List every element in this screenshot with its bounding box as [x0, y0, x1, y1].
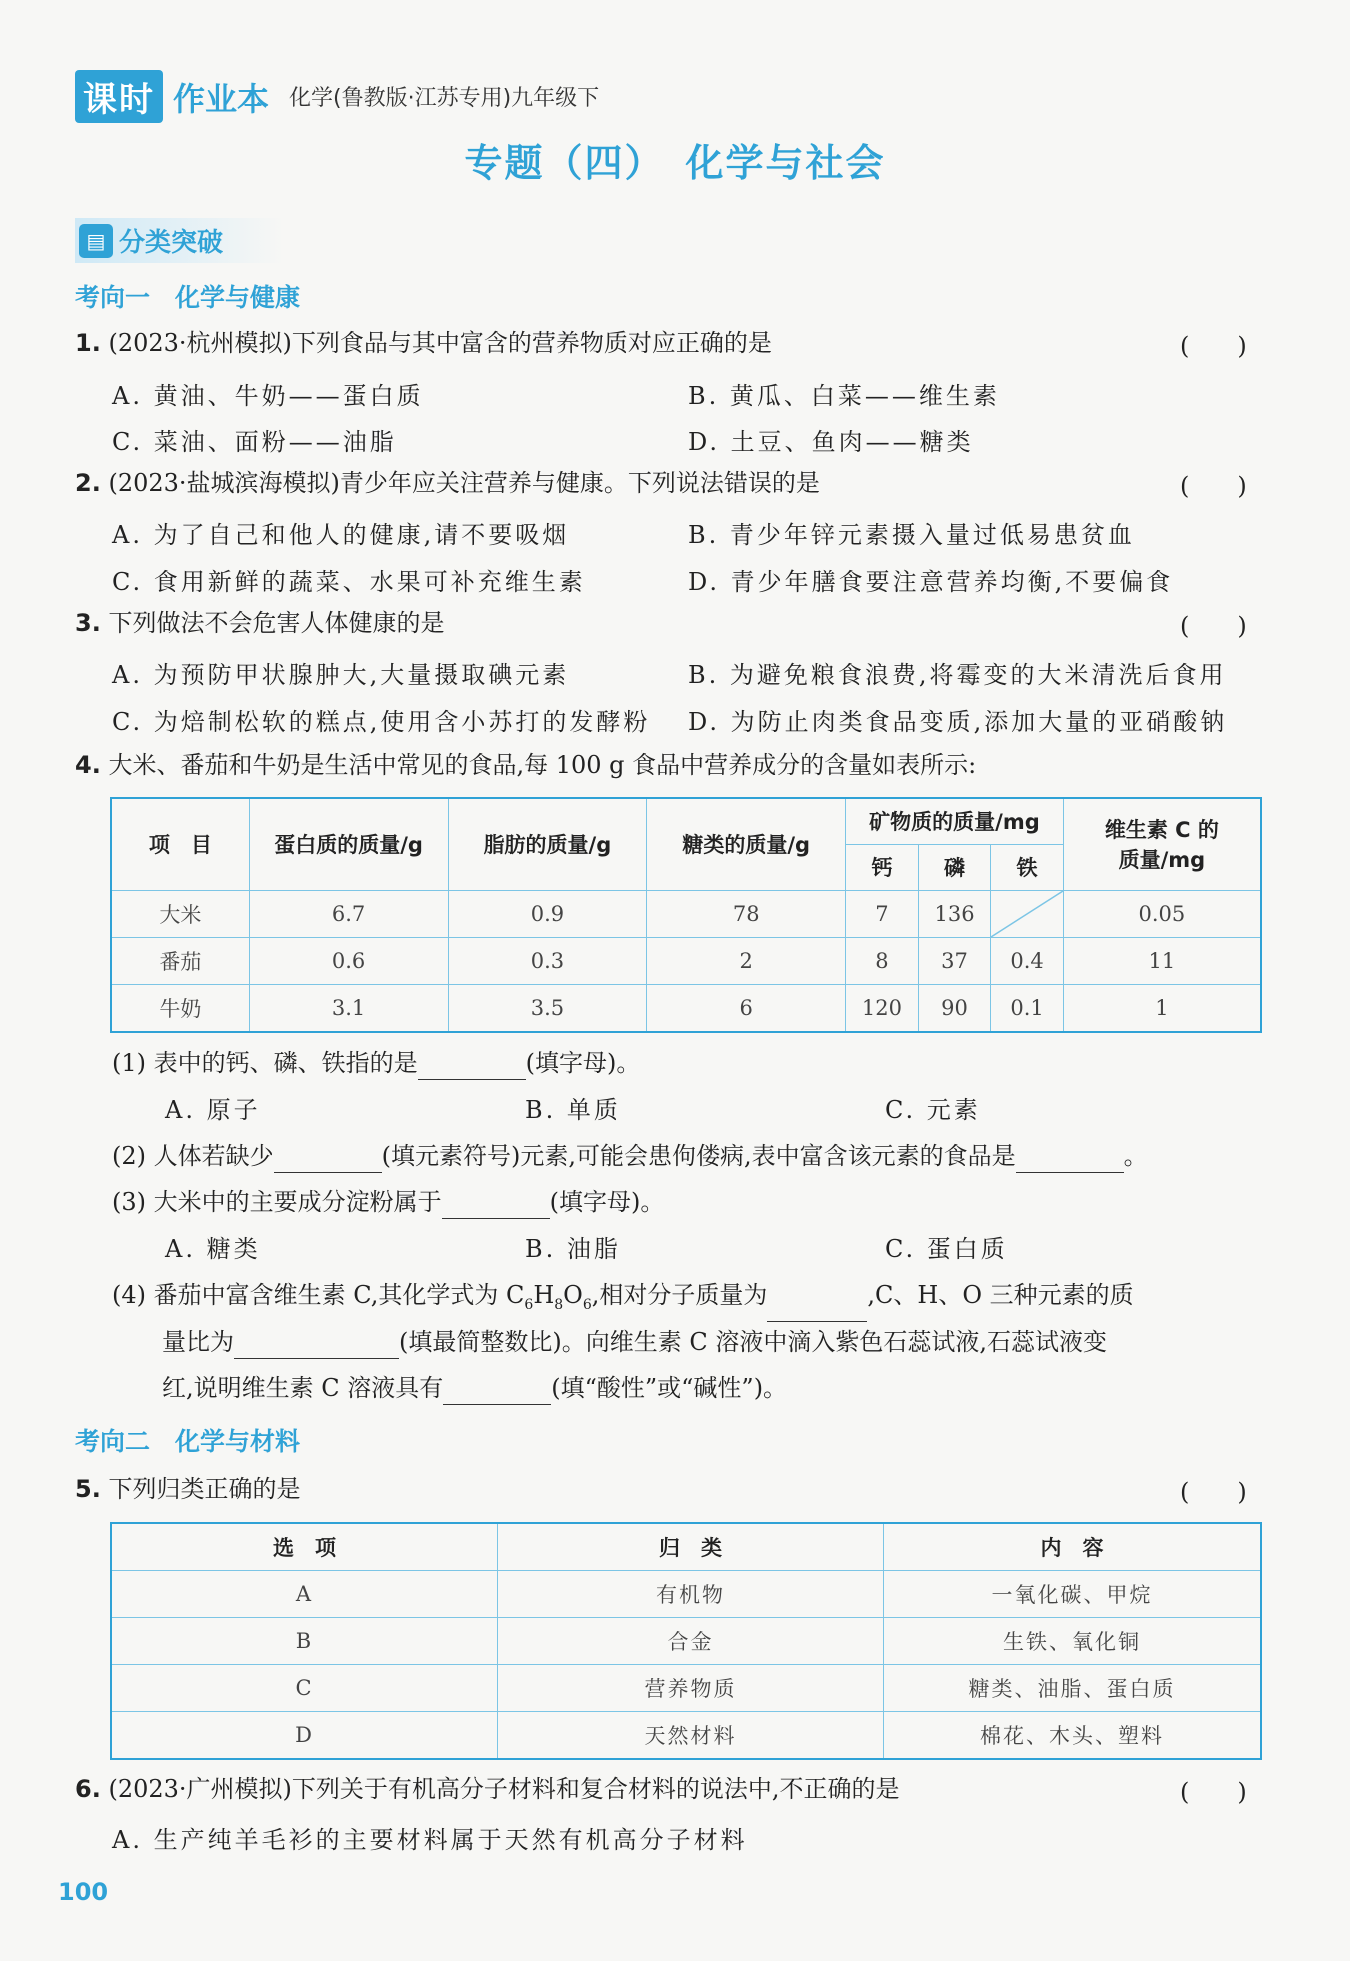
cell-category: 合金 [498, 1618, 884, 1665]
col-header-protein: 蛋白质的质量/g [249, 798, 448, 890]
cell-ca: 7 [846, 890, 919, 937]
sub-question-text: 量比为 [162, 1328, 234, 1356]
subscript: 6 [524, 1296, 534, 1313]
question-number: 1. [75, 329, 101, 357]
cell-fe-empty [991, 890, 1063, 937]
question-1 [75, 326, 772, 360]
question-3 [75, 606, 444, 640]
cell-name: 牛奶 [111, 984, 249, 1032]
option-d: D. 青少年膳食要注意营养均衡,不要偏食 [688, 568, 1174, 596]
question-number: 5. [75, 1475, 101, 1503]
sub-question-text: (填字母)。 [525, 1049, 641, 1077]
page-title: 专题（四） 化学与社会 [464, 141, 886, 185]
cell-category: 天然材料 [498, 1712, 884, 1760]
option-b: B. 为避免粮食浪费,将霉变的大米清洗后食用 [688, 661, 1227, 689]
sub-question-text: 。 [1123, 1142, 1148, 1170]
question-stem: (2023·杭州模拟)下列食品与其中富含的营养物质对应正确的是 [108, 329, 772, 357]
option-a: A. 为预防甲状腺肿大,大量摄取碘元素 [112, 661, 570, 689]
cell-name: 大米 [111, 890, 249, 937]
cell-fat: 0.3 [448, 937, 647, 984]
answer-paren: ( ) [1180, 612, 1247, 640]
col-header-sugar: 糖类的质量/g [647, 798, 846, 890]
diagonal-slash [991, 891, 1063, 937]
question-stem: (2023·广州模拟)下列关于有机高分子材料和复合材料的说法中,不正确的是 [108, 1775, 900, 1803]
formula-element: H [533, 1281, 555, 1309]
question-stem: 大米、番茄和牛奶是生活中常见的食品,每 100 g 食品中营养成分的含量如表所示: [108, 751, 977, 779]
option-a: A. 黄油、牛奶——蛋白质 [112, 382, 424, 410]
formula-element: O [563, 1281, 583, 1309]
option-b: B. 单质 [525, 1096, 621, 1124]
cell-vc: 0.05 [1063, 890, 1261, 937]
answer-blank[interactable] [442, 1192, 550, 1219]
cell-fat: 3.5 [448, 984, 647, 1032]
table-row [111, 1571, 1261, 1618]
option-c: C. 食用新鲜的蔬菜、水果可补充维生素 [112, 568, 586, 596]
cell-sugar: 78 [647, 890, 846, 937]
classification-table [110, 1522, 1262, 1760]
question-stem: 下列归类正确的是 [108, 1475, 301, 1503]
option-a: A. 糖类 [165, 1235, 261, 1263]
section-banner [75, 218, 283, 263]
cell-protein: 0.6 [249, 937, 448, 984]
answer-blank[interactable] [274, 1146, 382, 1173]
option-d: D. 为防止肉类食品变质,添加大量的亚硝酸钠 [688, 708, 1228, 736]
topic-heading-2: 考向二 化学与材料 [75, 1427, 301, 1456]
answer-paren: ( ) [1180, 1778, 1247, 1806]
cell-option: C [111, 1665, 498, 1712]
cell-content: 糖类、油脂、蛋白质 [884, 1665, 1262, 1712]
page-number: 100 [58, 1878, 109, 1906]
col-header-item: 项 目 [111, 798, 249, 890]
cell-vc: 1 [1063, 984, 1261, 1032]
option-a: A. 原子 [165, 1096, 261, 1124]
answer-blank[interactable] [418, 1053, 526, 1080]
col-header-ca: 钙 [846, 844, 919, 890]
sub-question-4-line-2 [162, 1325, 1107, 1359]
cell-ca: 120 [846, 984, 919, 1032]
col-header-option: 选 项 [111, 1523, 498, 1571]
cell-protein: 6.7 [249, 890, 448, 937]
cell-category: 营养物质 [498, 1665, 884, 1712]
cell-p: 90 [918, 984, 991, 1032]
col-header-content: 内 容 [884, 1523, 1262, 1571]
answer-blank[interactable] [234, 1332, 399, 1359]
cell-p: 136 [918, 890, 991, 937]
sub-question-text: (填字母)。 [549, 1188, 665, 1216]
cell-sugar: 2 [647, 937, 846, 984]
table-row [111, 890, 1261, 937]
sub-question-text: (填“酸性”或“碱性”)。 [551, 1374, 788, 1402]
col-header-vc-line2: 质量/mg [1118, 848, 1206, 873]
cell-fat: 0.9 [448, 890, 647, 937]
question-2 [75, 466, 820, 500]
sub-question-3 [112, 1185, 664, 1219]
answer-blank[interactable] [1016, 1146, 1124, 1173]
sub-question-text: (填元素符号)元素,可能会患佝偻病,表中富含该元素的食品是 [381, 1142, 1016, 1170]
question-number: 2. [75, 469, 101, 497]
col-header-vc-line1: 维生素 C 的 [1104, 818, 1219, 843]
col-header-category: 归 类 [498, 1523, 884, 1571]
cell-content: 棉花、木头、塑料 [884, 1712, 1262, 1760]
section-label: 分类突破 [119, 228, 224, 258]
question-6 [75, 1772, 900, 1806]
col-header-p: 磷 [918, 844, 991, 890]
option-c: C. 为焙制松软的糕点,使用含小苏打的发酵粉 [112, 708, 651, 736]
cell-content: 一氧化碳、甲烷 [884, 1571, 1262, 1618]
option-a: A. 为了自己和他人的健康,请不要吸烟 [112, 521, 570, 549]
answer-blank[interactable] [767, 1295, 867, 1322]
book-subtitle: 化学(鲁教版·江苏专用)九年级下 [289, 86, 600, 111]
sub-question-4-line-1 [112, 1278, 1134, 1322]
subscript: 6 [582, 1296, 592, 1313]
col-header-mineral: 矿物质的质量/mg [846, 798, 1064, 844]
question-stem: (2023·盐城滨海模拟)青少年应关注营养与健康。下列说法错误的是 [108, 469, 820, 497]
cell-content: 生铁、氧化铜 [884, 1618, 1262, 1665]
table-row [111, 937, 1261, 984]
cell-option: A [111, 1571, 498, 1618]
sub-question-text: ,C、H、O 三种元素的质 [867, 1281, 1134, 1309]
answer-blank[interactable] [443, 1378, 551, 1405]
cell-fe: 0.4 [991, 937, 1063, 984]
option-d: D. 土豆、鱼肉——糖类 [688, 428, 974, 456]
sub-question-text: (4) 番茄中富含维生素 C,其化学式为 C [112, 1281, 525, 1309]
option-c: C. 蛋白质 [885, 1235, 1008, 1263]
subscript: 8 [554, 1296, 564, 1313]
table-row [111, 1618, 1261, 1665]
sub-question-4-line-3 [162, 1371, 787, 1405]
sub-question-text: 红,说明维生素 C 溶液具有 [162, 1374, 444, 1402]
book-icon: ▤ [79, 224, 113, 258]
cell-name: 番茄 [111, 937, 249, 984]
sub-question-text: (填最简整数比)。向维生素 C 溶液中滴入紫色石蕊试液,石蕊试液变 [399, 1328, 1107, 1356]
option-b: B. 油脂 [525, 1235, 621, 1263]
question-number: 6. [75, 1775, 101, 1803]
sub-question-text: (1) 表中的钙、磷、铁指的是 [112, 1049, 418, 1077]
option-c: C. 菜油、面粉——油脂 [112, 428, 397, 456]
col-header-fe: 铁 [991, 844, 1063, 890]
option-b: B. 青少年锌元素摄入量过低易患贫血 [688, 521, 1135, 549]
cell-category: 有机物 [498, 1571, 884, 1618]
brand-logo: 课时 [75, 70, 163, 123]
sub-question-text: (3) 大米中的主要成分淀粉属于 [112, 1188, 442, 1216]
answer-paren: ( ) [1180, 1478, 1247, 1506]
sub-question-2 [112, 1139, 1148, 1173]
table-row [111, 1665, 1261, 1712]
question-number: 4. [75, 751, 101, 779]
option-a: A. 生产纯羊毛衫的主要材料属于天然有机高分子材料 [112, 1826, 748, 1854]
cell-ca: 8 [846, 937, 919, 984]
sub-question-1 [112, 1046, 640, 1080]
question-4 [75, 748, 976, 782]
cell-p: 37 [918, 937, 991, 984]
option-c: C. 元素 [885, 1096, 981, 1124]
cell-sugar: 6 [647, 984, 846, 1032]
table-row [111, 984, 1261, 1032]
answer-paren: ( ) [1180, 472, 1247, 500]
cell-protein: 3.1 [249, 984, 448, 1032]
question-stem: 下列做法不会危害人体健康的是 [108, 609, 445, 637]
nutrition-table [110, 797, 1262, 1033]
cell-option: B [111, 1618, 498, 1665]
option-b: B. 黄瓜、白菜——维生素 [688, 382, 1000, 410]
table-row [111, 1712, 1261, 1760]
topic-heading-1: 考向一 化学与健康 [75, 283, 301, 312]
question-number: 3. [75, 609, 101, 637]
sub-question-text: (2) 人体若缺少 [112, 1142, 274, 1170]
cell-option: D [111, 1712, 498, 1760]
cell-vc: 11 [1063, 937, 1261, 984]
question-5 [75, 1472, 300, 1506]
answer-paren: ( ) [1180, 332, 1247, 360]
col-header-vc [1063, 798, 1261, 890]
cell-fe: 0.1 [991, 984, 1063, 1032]
col-header-fat: 脂肪的质量/g [448, 798, 647, 890]
brand-name: 作业本 [173, 79, 270, 118]
sub-question-text: ,相对分子质量为 [591, 1281, 768, 1309]
header [75, 70, 599, 123]
